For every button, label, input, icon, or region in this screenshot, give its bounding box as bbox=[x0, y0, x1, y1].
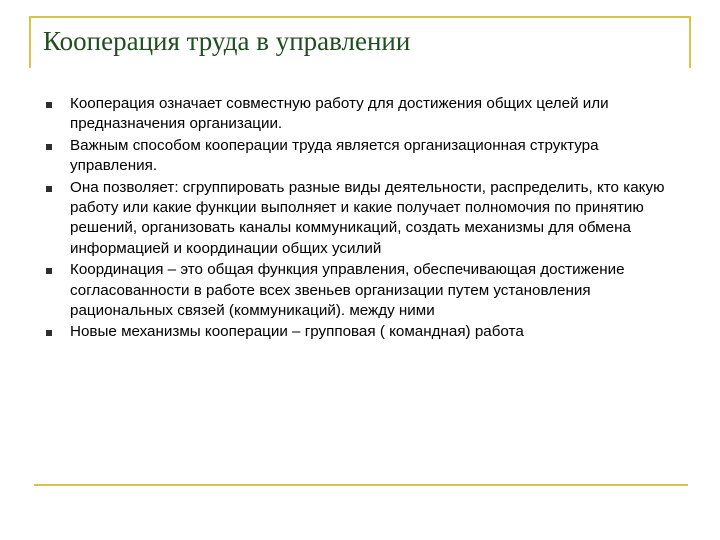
title-frame-right-border bbox=[689, 16, 691, 68]
square-bullet-icon bbox=[46, 102, 52, 108]
bullet-item bbox=[46, 136, 666, 177]
title-frame-top-border bbox=[29, 16, 691, 18]
bullet-text: означает совместную работу для достижения общих целей или предназначения организации. bbox=[70, 95, 609, 133]
square-bullet-icon bbox=[46, 186, 52, 192]
bullet-item bbox=[46, 178, 666, 260]
bullet-item bbox=[46, 260, 666, 321]
bullet-strong-term: Координация bbox=[70, 261, 164, 279]
bullet-item bbox=[46, 94, 666, 135]
bullet-strong-term: Кооперация bbox=[70, 95, 155, 112]
bullet-text: Важным способом кооперации труда является организационная структура управления. bbox=[70, 136, 599, 175]
bullet-list bbox=[46, 94, 666, 344]
bullet-text: – это общая функция управления, обеспечивающая достижение согласованности в работе всех звеньев организации путем установления рациональных связей (коммуникаций). между ними bbox=[70, 261, 625, 320]
bullet-text: Новые механизмы кооперации – групповая ( командная) работа bbox=[70, 323, 524, 341]
slide-title: Кооперация труда в управлении bbox=[43, 26, 411, 56]
title-frame-left-border bbox=[29, 16, 31, 68]
bullet-item bbox=[46, 322, 666, 342]
square-bullet-icon bbox=[46, 268, 52, 274]
bullet-text: Она позволяет: сгруппировать разные виды деятельности, распределить, кто какую работу или какие функции выполняет и какие получает полномочия по принятию решений, организовать каналы коммуникаций, создать механизмы для обмена информацией и координации общих усилий bbox=[70, 178, 665, 257]
square-bullet-icon bbox=[46, 330, 52, 336]
footer-divider bbox=[34, 484, 688, 486]
square-bullet-icon bbox=[46, 144, 52, 150]
